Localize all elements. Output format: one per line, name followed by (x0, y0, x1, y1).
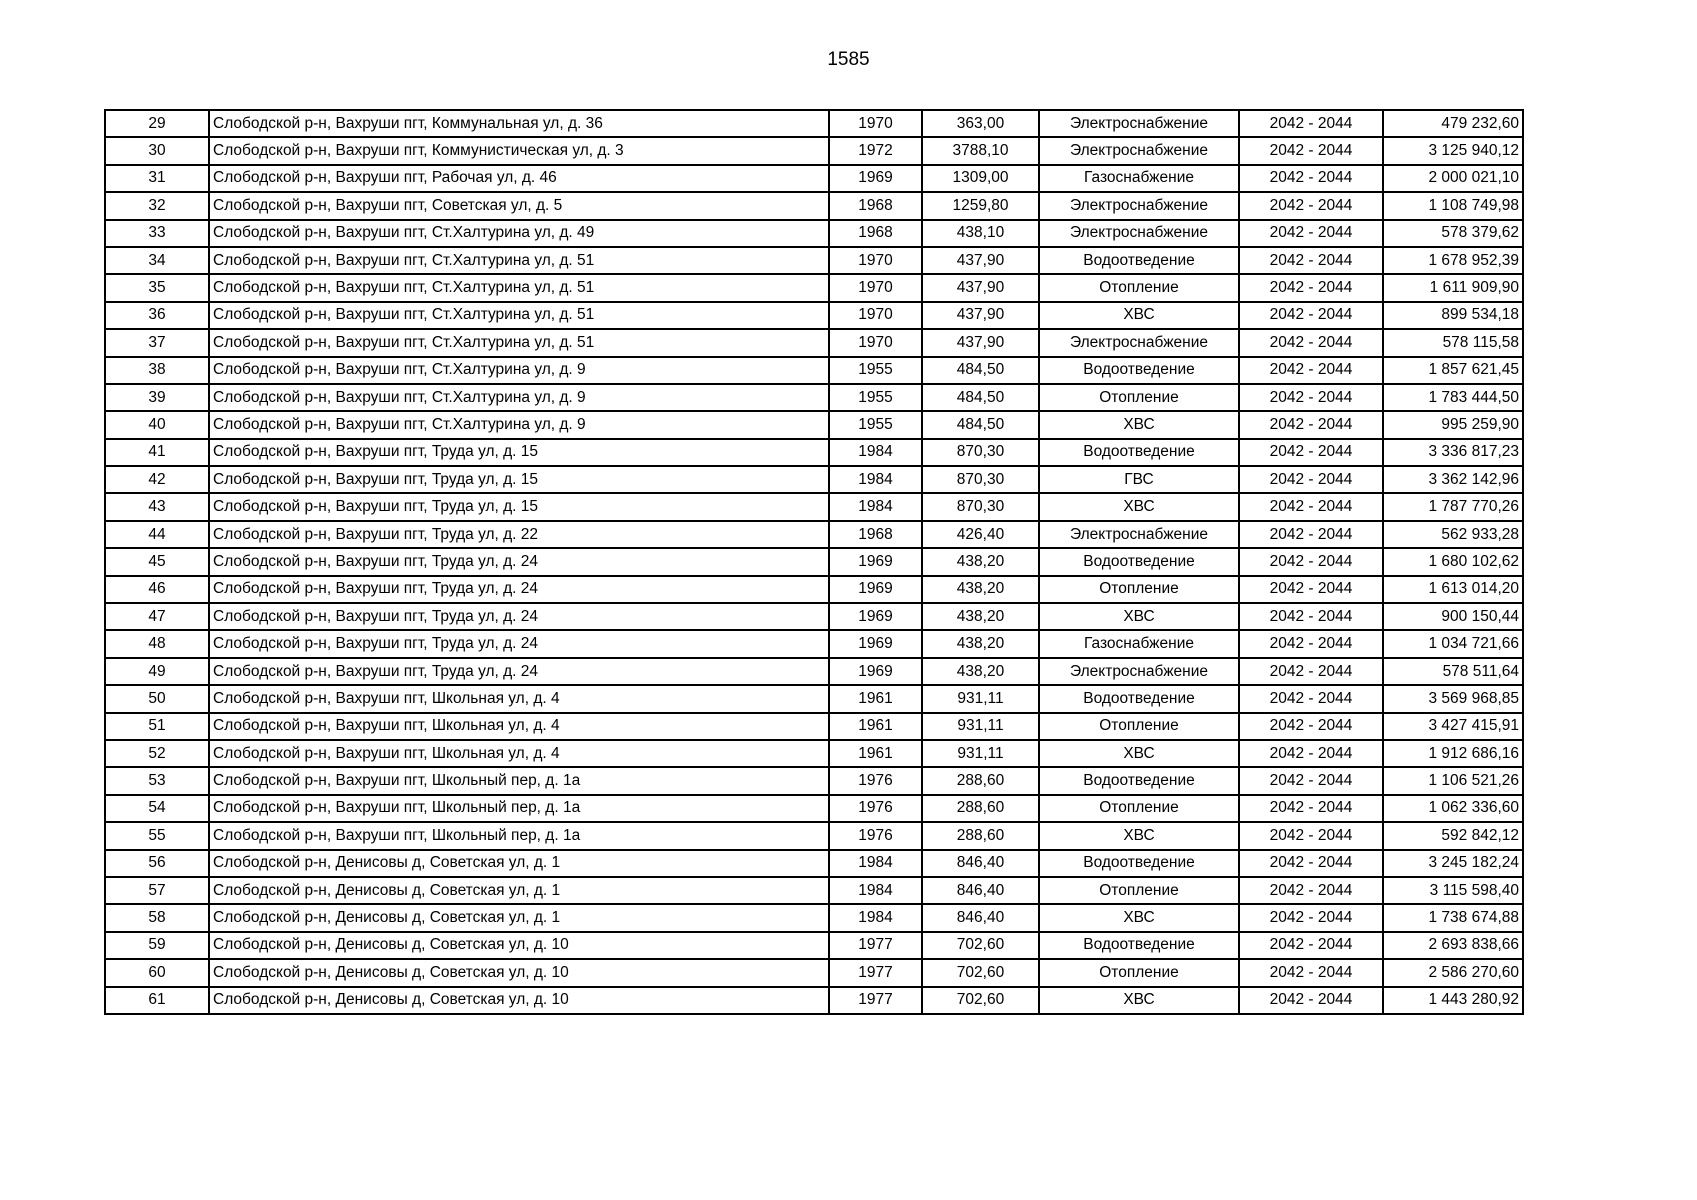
row-number-cell: 56 (105, 850, 209, 877)
year-built-cell: 1984 (829, 493, 922, 520)
period-cell: 2042 - 2044 (1239, 850, 1383, 877)
year-built-cell: 1968 (829, 192, 922, 219)
address-cell: Слободской р-н, Вахруши пгт, Труда ул, д. 24 (209, 576, 829, 603)
row-number-cell: 51 (105, 713, 209, 740)
row-number-cell: 36 (105, 302, 209, 329)
address-cell: Слободской р-н, Денисовы д, Советская ул, д. 1 (209, 877, 829, 904)
address-cell: Слободской р-н, Вахруши пгт, Ст.Халтурина ул, д. 9 (209, 357, 829, 384)
table-row (105, 192, 1523, 219)
work-type-cell: ХВС (1039, 987, 1239, 1014)
work-type-cell: Отопление (1039, 959, 1239, 986)
year-built-cell: 1984 (829, 850, 922, 877)
address-cell: Слободской р-н, Вахруши пгт, Ст.Халтурина ул, д. 49 (209, 220, 829, 247)
period-cell: 2042 - 2044 (1239, 137, 1383, 164)
area-cell: 931,11 (922, 740, 1039, 767)
period-cell: 2042 - 2044 (1239, 795, 1383, 822)
row-number-cell: 60 (105, 959, 209, 986)
address-cell: Слободской р-н, Денисовы д, Советская ул, д. 10 (209, 987, 829, 1014)
year-built-cell: 1968 (829, 220, 922, 247)
work-type-cell: Водоотведение (1039, 439, 1239, 466)
area-cell: 288,60 (922, 822, 1039, 849)
cost-cell: 578 511,64 (1383, 658, 1523, 685)
cost-cell: 1 738 674,88 (1383, 904, 1523, 931)
cost-cell: 578 379,62 (1383, 220, 1523, 247)
period-cell: 2042 - 2044 (1239, 247, 1383, 274)
address-cell: Слободской р-н, Вахруши пгт, Ст.Халтурина ул, д. 51 (209, 329, 829, 356)
address-cell: Слободской р-н, Вахруши пгт, Труда ул, д. 15 (209, 439, 829, 466)
year-built-cell: 1955 (829, 357, 922, 384)
area-cell: 846,40 (922, 850, 1039, 877)
year-built-cell: 1969 (829, 576, 922, 603)
table-row (105, 548, 1523, 575)
row-number-cell: 45 (105, 548, 209, 575)
year-built-cell: 1969 (829, 603, 922, 630)
table-row (105, 932, 1523, 959)
area-cell: 438,20 (922, 658, 1039, 685)
table-row (105, 411, 1523, 438)
year-built-cell: 1955 (829, 384, 922, 411)
period-cell: 2042 - 2044 (1239, 493, 1383, 520)
work-type-cell: Водоотведение (1039, 247, 1239, 274)
cost-cell: 1 108 749,98 (1383, 192, 1523, 219)
work-type-cell: ХВС (1039, 302, 1239, 329)
work-type-cell: ХВС (1039, 411, 1239, 438)
table-row (105, 439, 1523, 466)
period-cell: 2042 - 2044 (1239, 548, 1383, 575)
period-cell: 2042 - 2044 (1239, 384, 1383, 411)
row-number-cell: 38 (105, 357, 209, 384)
work-type-cell: Водоотведение (1039, 548, 1239, 575)
table-row (105, 329, 1523, 356)
area-cell: 437,90 (922, 302, 1039, 329)
year-built-cell: 1984 (829, 439, 922, 466)
area-cell: 438,20 (922, 603, 1039, 630)
table-body (105, 110, 1523, 1014)
row-number-cell: 33 (105, 220, 209, 247)
area-cell: 846,40 (922, 904, 1039, 931)
year-built-cell: 1969 (829, 165, 922, 192)
table-row (105, 959, 1523, 986)
cost-cell: 1 062 336,60 (1383, 795, 1523, 822)
area-cell: 702,60 (922, 987, 1039, 1014)
address-cell: Слободской р-н, Вахруши пгт, Труда ул, д. 24 (209, 658, 829, 685)
cost-cell: 3 362 142,96 (1383, 466, 1523, 493)
address-cell: Слободской р-н, Вахруши пгт, Школьный пер, д. 1а (209, 822, 829, 849)
page-number: 1585 (827, 49, 870, 70)
row-number-cell: 30 (105, 137, 209, 164)
period-cell: 2042 - 2044 (1239, 274, 1383, 301)
cost-cell: 995 259,90 (1383, 411, 1523, 438)
address-cell: Слободской р-н, Вахруши пгт, Школьная ул, д. 4 (209, 685, 829, 712)
address-cell: Слободской р-н, Вахруши пгт, Рабочая ул, д. 46 (209, 165, 829, 192)
period-cell: 2042 - 2044 (1239, 685, 1383, 712)
cost-cell: 1 857 621,45 (1383, 357, 1523, 384)
area-cell: 363,00 (922, 110, 1039, 137)
table-row (105, 302, 1523, 329)
period-cell: 2042 - 2044 (1239, 329, 1383, 356)
address-cell: Слободской р-н, Вахруши пгт, Школьный пер, д. 1а (209, 795, 829, 822)
table-row (105, 685, 1523, 712)
area-cell: 931,11 (922, 713, 1039, 740)
cost-cell: 1 106 521,26 (1383, 767, 1523, 794)
cost-cell: 1 787 770,26 (1383, 493, 1523, 520)
cost-cell: 1 611 909,90 (1383, 274, 1523, 301)
address-cell: Слободской р-н, Вахруши пгт, Труда ул, д. 24 (209, 548, 829, 575)
table-row (105, 767, 1523, 794)
address-cell: Слободской р-н, Денисовы д, Советская ул, д. 10 (209, 959, 829, 986)
row-number-cell: 31 (105, 165, 209, 192)
cost-cell: 479 232,60 (1383, 110, 1523, 137)
year-built-cell: 1976 (829, 795, 922, 822)
year-built-cell: 1970 (829, 274, 922, 301)
area-cell: 870,30 (922, 439, 1039, 466)
table-row (105, 987, 1523, 1014)
year-built-cell: 1969 (829, 548, 922, 575)
row-number-cell: 40 (105, 411, 209, 438)
year-built-cell: 1970 (829, 247, 922, 274)
period-cell: 2042 - 2044 (1239, 165, 1383, 192)
address-cell: Слободской р-н, Вахруши пгт, Ст.Халтурина ул, д. 51 (209, 274, 829, 301)
work-type-cell: ХВС (1039, 904, 1239, 931)
address-cell: Слободской р-н, Вахруши пгт, Ст.Халтурина ул, д. 51 (209, 302, 829, 329)
address-cell: Слободской р-н, Вахруши пгт, Ст.Халтурина ул, д. 51 (209, 247, 829, 274)
table-row (105, 165, 1523, 192)
table-row (105, 822, 1523, 849)
work-type-cell: Отопление (1039, 795, 1239, 822)
work-type-cell: Отопление (1039, 877, 1239, 904)
work-type-cell: Отопление (1039, 576, 1239, 603)
area-cell: 846,40 (922, 877, 1039, 904)
row-number-cell: 61 (105, 987, 209, 1014)
table-row (105, 795, 1523, 822)
table-row (105, 740, 1523, 767)
address-cell: Слободской р-н, Вахруши пгт, Школьная ул, д. 4 (209, 740, 829, 767)
period-cell: 2042 - 2044 (1239, 192, 1383, 219)
row-number-cell: 46 (105, 576, 209, 603)
year-built-cell: 1961 (829, 713, 922, 740)
cost-cell: 3 336 817,23 (1383, 439, 1523, 466)
period-cell: 2042 - 2044 (1239, 220, 1383, 247)
year-built-cell: 1969 (829, 658, 922, 685)
row-number-cell: 59 (105, 932, 209, 959)
year-built-cell: 1961 (829, 685, 922, 712)
work-type-cell: Газоснабжение (1039, 165, 1239, 192)
period-cell: 2042 - 2044 (1239, 904, 1383, 931)
year-built-cell: 1955 (829, 411, 922, 438)
row-number-cell: 41 (105, 439, 209, 466)
row-number-cell: 35 (105, 274, 209, 301)
table-row (105, 220, 1523, 247)
area-cell: 702,60 (922, 932, 1039, 959)
period-cell: 2042 - 2044 (1239, 877, 1383, 904)
table-row (105, 110, 1523, 137)
work-type-cell: Электроснабжение (1039, 329, 1239, 356)
row-number-cell: 37 (105, 329, 209, 356)
table-row (105, 493, 1523, 520)
work-type-cell: ХВС (1039, 493, 1239, 520)
period-cell: 2042 - 2044 (1239, 357, 1383, 384)
work-type-cell: Водоотведение (1039, 767, 1239, 794)
area-cell: 438,20 (922, 548, 1039, 575)
cost-cell: 562 933,28 (1383, 521, 1523, 548)
area-cell: 288,60 (922, 795, 1039, 822)
cost-cell: 1 912 686,16 (1383, 740, 1523, 767)
work-type-cell: Электроснабжение (1039, 658, 1239, 685)
table-row (105, 137, 1523, 164)
year-built-cell: 1976 (829, 822, 922, 849)
year-built-cell: 1984 (829, 877, 922, 904)
area-cell: 484,50 (922, 357, 1039, 384)
cost-cell: 3 427 415,91 (1383, 713, 1523, 740)
row-number-cell: 49 (105, 658, 209, 685)
work-type-cell: Газоснабжение (1039, 630, 1239, 657)
area-cell: 437,90 (922, 274, 1039, 301)
year-built-cell: 1970 (829, 329, 922, 356)
work-type-cell: Водоотведение (1039, 932, 1239, 959)
work-type-cell: ХВС (1039, 740, 1239, 767)
year-built-cell: 1976 (829, 767, 922, 794)
cost-cell: 1 678 952,39 (1383, 247, 1523, 274)
year-built-cell: 1977 (829, 959, 922, 986)
address-cell: Слободской р-н, Вахруши пгт, Ст.Халтурина ул, д. 9 (209, 384, 829, 411)
address-cell: Слободской р-н, Вахруши пгт, Школьный пер, д. 1а (209, 767, 829, 794)
area-cell: 437,90 (922, 329, 1039, 356)
area-cell: 438,10 (922, 220, 1039, 247)
period-cell: 2042 - 2044 (1239, 932, 1383, 959)
work-type-cell: ГВС (1039, 466, 1239, 493)
address-cell: Слободской р-н, Вахруши пгт, Ст.Халтурина ул, д. 9 (209, 411, 829, 438)
row-number-cell: 32 (105, 192, 209, 219)
year-built-cell: 1970 (829, 302, 922, 329)
work-type-cell: Отопление (1039, 384, 1239, 411)
table-row (105, 630, 1523, 657)
year-built-cell: 1961 (829, 740, 922, 767)
table-row (105, 521, 1523, 548)
period-cell: 2042 - 2044 (1239, 658, 1383, 685)
address-cell: Слободской р-н, Вахруши пгт, Труда ул, д. 24 (209, 630, 829, 657)
work-type-cell: Водоотведение (1039, 685, 1239, 712)
work-type-cell: ХВС (1039, 822, 1239, 849)
address-cell: Слободской р-н, Вахруши пгт, Труда ул, д. 22 (209, 521, 829, 548)
table-row (105, 466, 1523, 493)
work-type-cell: Электроснабжение (1039, 220, 1239, 247)
address-cell: Слободской р-н, Вахруши пгт, Коммунистическая ул, д. 3 (209, 137, 829, 164)
row-number-cell: 43 (105, 493, 209, 520)
period-cell: 2042 - 2044 (1239, 630, 1383, 657)
row-number-cell: 47 (105, 603, 209, 630)
cost-cell: 2 586 270,60 (1383, 959, 1523, 986)
period-cell: 2042 - 2044 (1239, 576, 1383, 603)
cost-cell: 1 783 444,50 (1383, 384, 1523, 411)
address-cell: Слободской р-н, Денисовы д, Советская ул, д. 10 (209, 932, 829, 959)
table-row (105, 850, 1523, 877)
table-row (105, 713, 1523, 740)
row-number-cell: 55 (105, 822, 209, 849)
period-cell: 2042 - 2044 (1239, 302, 1383, 329)
table-row (105, 658, 1523, 685)
area-cell: 870,30 (922, 466, 1039, 493)
area-cell: 3788,10 (922, 137, 1039, 164)
year-built-cell: 1977 (829, 932, 922, 959)
cost-cell: 899 534,18 (1383, 302, 1523, 329)
year-built-cell: 1968 (829, 521, 922, 548)
cost-cell: 1 443 280,92 (1383, 987, 1523, 1014)
work-type-cell: Водоотведение (1039, 357, 1239, 384)
address-cell: Слободской р-н, Денисовы д, Советская ул, д. 1 (209, 850, 829, 877)
cost-cell: 3 125 940,12 (1383, 137, 1523, 164)
cost-cell: 1 034 721,66 (1383, 630, 1523, 657)
year-built-cell: 1970 (829, 110, 922, 137)
area-cell: 1309,00 (922, 165, 1039, 192)
year-built-cell: 1969 (829, 630, 922, 657)
period-cell: 2042 - 2044 (1239, 713, 1383, 740)
year-built-cell: 1972 (829, 137, 922, 164)
cost-cell: 3 115 598,40 (1383, 877, 1523, 904)
work-type-cell: Электроснабжение (1039, 110, 1239, 137)
row-number-cell: 54 (105, 795, 209, 822)
row-number-cell: 52 (105, 740, 209, 767)
table-row (105, 274, 1523, 301)
address-cell: Слободской р-н, Вахруши пгт, Труда ул, д. 24 (209, 603, 829, 630)
table-row (105, 877, 1523, 904)
year-built-cell: 1984 (829, 904, 922, 931)
area-cell: 931,11 (922, 685, 1039, 712)
area-cell: 437,90 (922, 247, 1039, 274)
cost-cell: 3 245 182,24 (1383, 850, 1523, 877)
address-cell: Слободской р-н, Вахруши пгт, Труда ул, д. 15 (209, 466, 829, 493)
period-cell: 2042 - 2044 (1239, 411, 1383, 438)
year-built-cell: 1984 (829, 466, 922, 493)
table-row (105, 904, 1523, 931)
period-cell: 2042 - 2044 (1239, 110, 1383, 137)
area-cell: 288,60 (922, 767, 1039, 794)
row-number-cell: 39 (105, 384, 209, 411)
period-cell: 2042 - 2044 (1239, 439, 1383, 466)
area-cell: 438,20 (922, 630, 1039, 657)
period-cell: 2042 - 2044 (1239, 521, 1383, 548)
table-row (105, 357, 1523, 384)
year-built-cell: 1977 (829, 987, 922, 1014)
area-cell: 702,60 (922, 959, 1039, 986)
table-row (105, 576, 1523, 603)
cost-cell: 900 150,44 (1383, 603, 1523, 630)
address-cell: Слободской р-н, Вахруши пгт, Советская ул, д. 5 (209, 192, 829, 219)
cost-cell: 1 680 102,62 (1383, 548, 1523, 575)
work-type-cell: Водоотведение (1039, 850, 1239, 877)
row-number-cell: 57 (105, 877, 209, 904)
table-row (105, 247, 1523, 274)
address-cell: Слободской р-н, Вахруши пгт, Труда ул, д. 15 (209, 493, 829, 520)
address-cell: Слободской р-н, Вахруши пгт, Школьная ул, д. 4 (209, 713, 829, 740)
row-number-cell: 42 (105, 466, 209, 493)
cost-cell: 592 842,12 (1383, 822, 1523, 849)
work-type-cell: Отопление (1039, 274, 1239, 301)
area-cell: 426,40 (922, 521, 1039, 548)
area-cell: 870,30 (922, 493, 1039, 520)
period-cell: 2042 - 2044 (1239, 959, 1383, 986)
work-type-cell: Отопление (1039, 713, 1239, 740)
period-cell: 2042 - 2044 (1239, 767, 1383, 794)
period-cell: 2042 - 2044 (1239, 822, 1383, 849)
area-cell: 484,50 (922, 384, 1039, 411)
cost-cell: 1 613 014,20 (1383, 576, 1523, 603)
area-cell: 438,20 (922, 576, 1039, 603)
work-type-cell: Электроснабжение (1039, 521, 1239, 548)
work-type-cell: ХВС (1039, 603, 1239, 630)
work-type-cell: Электроснабжение (1039, 137, 1239, 164)
row-number-cell: 48 (105, 630, 209, 657)
period-cell: 2042 - 2044 (1239, 466, 1383, 493)
address-cell: Слободской р-н, Денисовы д, Советская ул, д. 1 (209, 904, 829, 931)
table-row (105, 384, 1523, 411)
row-number-cell: 34 (105, 247, 209, 274)
period-cell: 2042 - 2044 (1239, 740, 1383, 767)
work-type-cell: Электроснабжение (1039, 192, 1239, 219)
cost-cell: 2 693 838,66 (1383, 932, 1523, 959)
row-number-cell: 58 (105, 904, 209, 931)
row-number-cell: 50 (105, 685, 209, 712)
period-cell: 2042 - 2044 (1239, 987, 1383, 1014)
row-number-cell: 53 (105, 767, 209, 794)
area-cell: 1259,80 (922, 192, 1039, 219)
cost-cell: 3 569 968,85 (1383, 685, 1523, 712)
cost-cell: 2 000 021,10 (1383, 165, 1523, 192)
table-row (105, 603, 1523, 630)
row-number-cell: 29 (105, 110, 209, 137)
address-cell: Слободской р-н, Вахруши пгт, Коммунальная ул, д. 36 (209, 110, 829, 137)
area-cell: 484,50 (922, 411, 1039, 438)
repair-schedule-table (104, 109, 1524, 1015)
row-number-cell: 44 (105, 521, 209, 548)
cost-cell: 578 115,58 (1383, 329, 1523, 356)
period-cell: 2042 - 2044 (1239, 603, 1383, 630)
